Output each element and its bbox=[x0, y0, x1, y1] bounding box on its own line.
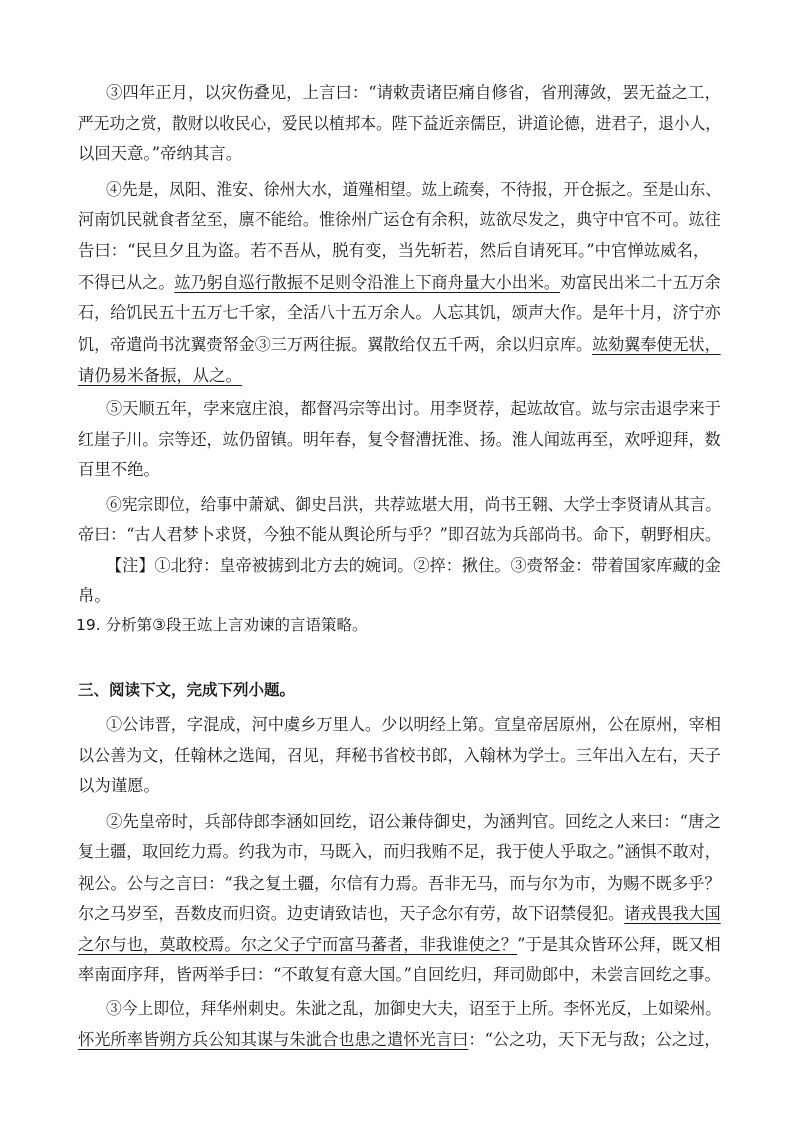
s3-p1-line-1: ①公讳晋，字混成，河中虞乡万里人。少以明经上第。宣皇帝居原州，公在原州，宰相 bbox=[106, 715, 721, 734]
p4-line-2: 河南饥民就食者坌至，廪不能给。惟徐州广运仓有余积，竑欲尽发之，典守中官不可。竑往 bbox=[78, 210, 721, 229]
underlined-sentence-4: 怀光所率皆朔方兵公知其谋与朱泚合也患之遣怀光言曰 bbox=[78, 1030, 469, 1049]
p4-line-4-tail: 劝富民出米二十五万余 bbox=[559, 273, 721, 292]
s3-p2-line-5 bbox=[78, 934, 721, 956]
p3-line-2: 严无功之赏，散财以收民心，爱民以植邦本。陛下益近亲儒臣，讲道论德，进君子，退小人， bbox=[78, 114, 721, 133]
p4-line-4-text: 不得已从之。 bbox=[78, 273, 175, 292]
s3-p3-line-2-tail: ：“公之功，天下无与敌；公之过， bbox=[468, 1030, 721, 1049]
p3-line-3: 以回天意。”帝纳其言。 bbox=[78, 144, 243, 163]
s3-p1-line-3: 以为谨愿。 bbox=[78, 776, 160, 795]
note-line-2: 帛。 bbox=[78, 586, 111, 605]
s3-p2-line-1: ②先皇帝时，兵部侍郎李涵如回纥，诏公兼侍御史，为涵判官。回纥之人来曰：“唐之 bbox=[106, 812, 721, 831]
underlined-sentence-3a: 诸戎畏我大国 bbox=[624, 904, 721, 923]
p4-line-7 bbox=[78, 365, 242, 387]
s3-p3-line-2 bbox=[78, 1029, 721, 1051]
p5-line-2: 红崖子川。宗等还，竑仍留镇。明年春，复令督漕抚淮、扬。淮人闻竑再至，欢呼迎拜，数 bbox=[78, 430, 721, 449]
underlined-sentence-3b: 之尔与也，莫敢校焉。尔之父子宁而富马蕃者，非我谁使之？ bbox=[78, 935, 518, 954]
p4-line-1: ④先是，凤阳、淮安、徐州大水，道殣相望。竑上疏奏，不待报，开仓振之。至是山东、 bbox=[106, 180, 722, 199]
p6-line-1: ⑥宪宗即位，给事中萧斌、御史吕洪，共荐竑堪大用，尚书王翱、大学士李贤请从其言。 bbox=[106, 495, 722, 514]
s3-p2-line-4-text: 尔之马岁至，吾数皮而归资。边吏请致诘也，天子念尔有劳，故下诏禁侵犯。 bbox=[78, 904, 625, 923]
s3-p2-line-5-tail: ”于是其众皆环公拜，既又相 bbox=[517, 935, 721, 954]
p5-line-3: 百里不绝。 bbox=[78, 460, 160, 479]
s3-p2-line-6: 率南面序拜，皆两举手曰：“不敢复有意大国。”自回纥归，拜司勋郎中，未尝言回纥之事。 bbox=[78, 965, 721, 984]
p6-line-2: 帝曰：“古人君梦卜求贤，今独不能从舆论所与乎？”即召竑为兵部尚书。命下，朝野相庆。 bbox=[78, 525, 722, 544]
s3-p2-line-4 bbox=[78, 903, 721, 925]
s3-p2-line-2: 复土疆，取回纥力焉。约我为市，马既入，而归我贿不足，我于使人乎取之。”涵惧不敢对， bbox=[78, 842, 721, 861]
underlined-sentence-2b: 请仍易米备振，从之。 bbox=[78, 366, 242, 385]
underlined-sentence-2a: 竑劾翼奉使无状， bbox=[592, 335, 721, 354]
p4-line-6-text: 饥，帝遣尚书沈翼赍帑金③三万两往振。翼散给仅五千两，余以归京库。 bbox=[78, 335, 593, 354]
p4-line-5: 石，给饥民五十五万七千家，全活八十五万余人。人忘其饥，颂声大作。是年十月，济宁亦 bbox=[78, 303, 721, 322]
p4-line-3: 告曰：“民旦夕且为盗。若不吾从，脱有变，当先斩若，然后自请死耳。”中官惮竑威名， bbox=[78, 241, 710, 260]
s3-p1-line-2: 以公善为文，任翰林之选闻，召见，拜秘书省校书郎，入翰林为学士。三年出入左右，天子 bbox=[78, 746, 721, 765]
p5-line-1: ⑤天顺五年，孛来寇庄浪，都督冯宗等出讨。用李贤荐，起竑故官。竑与宗击退孛来于 bbox=[106, 399, 721, 418]
s3-p2-line-3: 视公。公与之言曰：“我之复土疆，尔信有力焉。吾非无马，而与尔为市，为赐不既多乎？ bbox=[78, 874, 721, 893]
p3-line-1: ③四年正月，以灾伤叠见，上言曰：“请敕责诸臣痛自修省，省刑薄敛，罢无益之工， bbox=[106, 83, 721, 102]
question-19: 19. 分析第③段王竑上言劝谏的言语策略。 bbox=[76, 616, 368, 634]
section-heading: 三、阅读下文，完成下列小题。 bbox=[78, 681, 296, 699]
p4-line-6 bbox=[78, 334, 721, 356]
underlined-sentence-1: 竑乃躬自巡行散振不足则令沿淮上下商舟量大小出米。 bbox=[174, 273, 560, 292]
note-line-1: 【注】①北狩：皇帝被掳到北方去的婉词。②捽：揪住。③赍帑金：带着国家库藏的金 bbox=[106, 556, 721, 575]
p4-line-4 bbox=[78, 272, 721, 294]
s3-p3-line-1: ③今上即位，拜华州刺史。朱泚之乱，加御史大夫，诏至于上所。李怀光反，上如梁州。 bbox=[106, 999, 722, 1018]
